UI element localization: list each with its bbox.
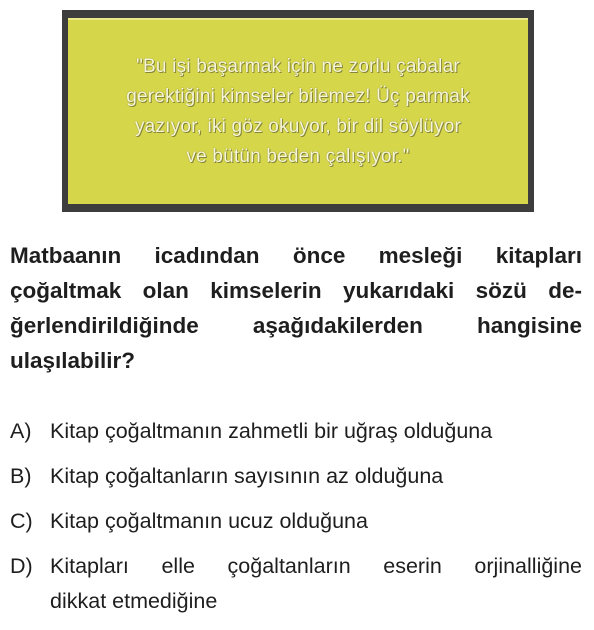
option-letter: C) [10, 509, 33, 533]
option-text [50, 549, 582, 619]
option-line: Kitap çoğaltmanın ucuz olduğuna [50, 509, 368, 533]
question-line: ğerlendirildiğinde aşağıdakilerden hangisine [10, 313, 582, 338]
answer-options [10, 414, 582, 629]
option-letter: B) [10, 464, 32, 488]
question-stem [10, 238, 582, 378]
option-text [50, 459, 582, 494]
option-line: Kitap çoğaltanların sayısının az olduğuna [50, 464, 444, 488]
option-line: Kitapları elle çoğaltanların eserin orjinalliğine [50, 554, 582, 578]
option-text [50, 414, 582, 449]
quote-line: ve bütün beden çalışıyor." [186, 146, 410, 167]
question-line: Matbaanın icadından önce mesleği kitapları [10, 243, 582, 268]
quote-line: gerektiğini kimseler bilemez! Üç parmak [126, 86, 470, 107]
option-c[interactable] [10, 504, 582, 539]
quote-box [68, 18, 528, 204]
question-line: ulaşılabilir? [10, 348, 136, 373]
option-letter: D) [10, 554, 33, 578]
question-line: çoğaltmak olan kimselerin yukarıdaki sözü de- [10, 278, 582, 303]
option-line: Kitap çoğaltmanın zahmetli bir uğraş olduğuna [50, 419, 493, 443]
option-line: dikkat etmediğine [50, 589, 218, 613]
quote-line: yazıyor, iki göz okuyor, bir dil söylüyor [134, 116, 462, 137]
option-a[interactable] [10, 414, 582, 449]
quote-frame [62, 10, 534, 212]
quote-line: "Bu işi başarmak için ne zorlu çabalar [136, 56, 460, 77]
option-d[interactable] [10, 549, 582, 619]
option-b[interactable] [10, 459, 582, 494]
option-text [50, 504, 582, 539]
option-letter: A) [10, 419, 32, 443]
